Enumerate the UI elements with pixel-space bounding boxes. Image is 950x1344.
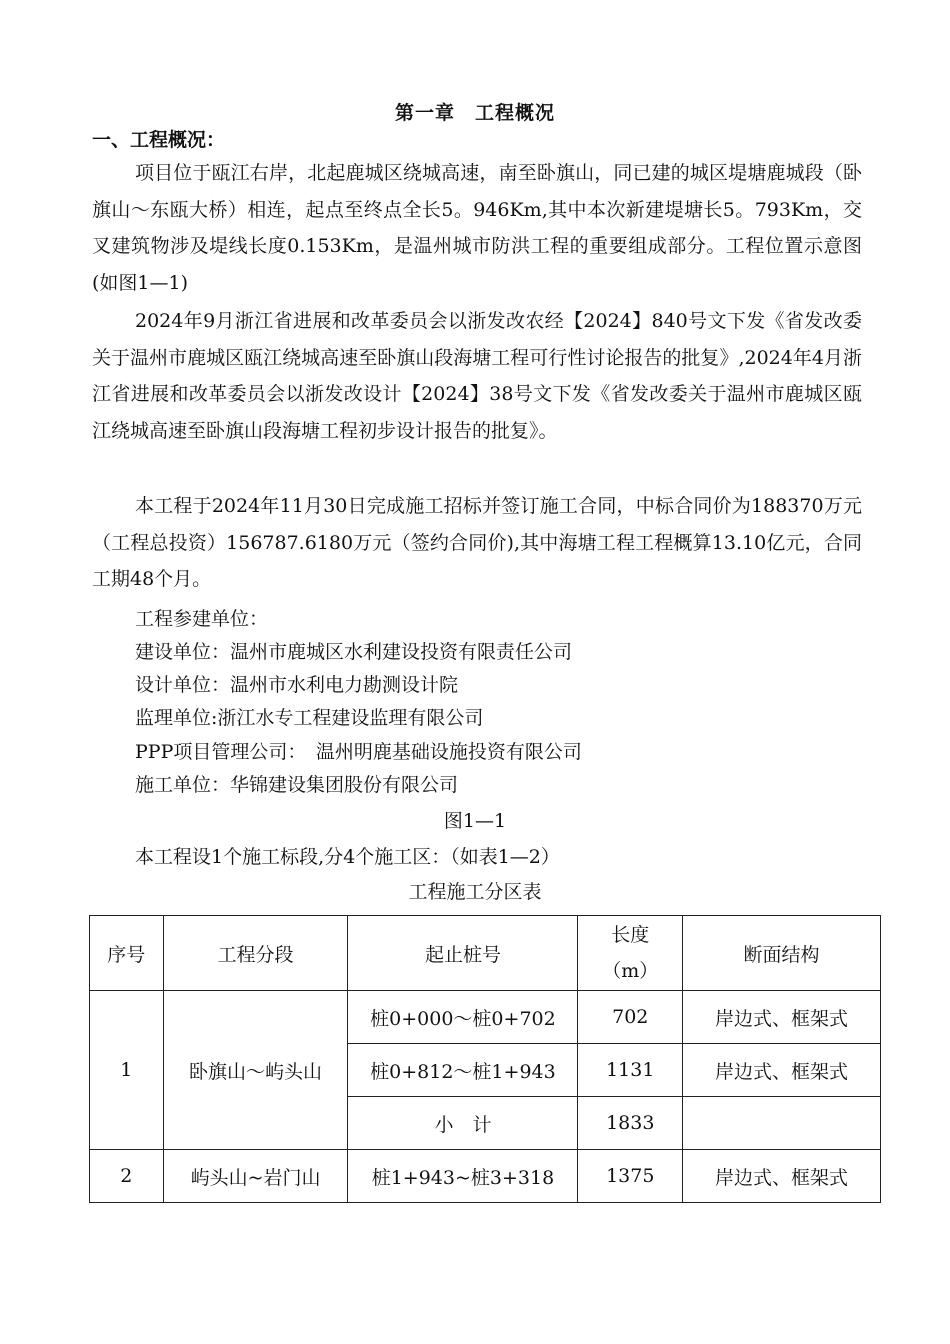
cell-stakes: 桩1+943~桩3+318 [348, 1150, 578, 1203]
cell-subtotal-label: 小 计 [348, 1097, 578, 1150]
cell-length: 1375 [578, 1150, 683, 1203]
cell-length: 702 [578, 991, 683, 1044]
table-title: 工程施工分区表 [408, 881, 542, 903]
cell-structure: 岸边式、框架式 [683, 1150, 881, 1203]
header-length-line1: 长度 [611, 924, 650, 946]
header-length-line2: （m） [602, 960, 659, 982]
header-stakes: 起止桩号 [348, 916, 578, 991]
header-structure: 断面结构 [683, 916, 881, 991]
unit-contractor: 施工单位：华锦建设集团股份有限公司 [135, 774, 459, 796]
figure-caption: 图1—1 [443, 810, 507, 832]
cell-no: 1 [90, 991, 164, 1150]
table-row [90, 1150, 881, 1203]
unit-designer: 设计单位：温州市水利电力勘测设计院 [135, 674, 459, 696]
cell-structure: 岸边式、框架式 [683, 991, 881, 1044]
unit-supervisor: 监理单位:浙江水专工程建设监理有限公司 [135, 707, 484, 729]
cell-length: 1131 [578, 1044, 683, 1097]
cell-subtotal-structure [683, 1097, 881, 1150]
paragraph-project-location: 项目位于瓯江右岸，北起鹿城区绕城高速，南至卧旗山，同已建的城区堤塘鹿城段（卧旗山～东瓯大桥）相连，起点至终点全长5。946Km,其中本次新建堤塘长5。793Km，交叉建筑物涉及堤线长度0.153Km，是温州城市防洪工程的重要组成部分。工程位置示意图(如图1—1) [92, 162, 862, 294]
units-heading: 工程参建单位： [135, 608, 269, 630]
zone-table [89, 915, 881, 1203]
header-segment: 工程分段 [163, 916, 348, 991]
cell-segment: 屿头山~岩门山 [163, 1150, 348, 1203]
header-no: 序号 [90, 916, 164, 991]
unit-construction-owner: 建设单位：温州市鹿城区水利建设投资有限责任公司 [135, 641, 573, 663]
cell-segment: 卧旗山～屿头山 [163, 991, 348, 1150]
cell-no: 2 [90, 1150, 164, 1203]
section-intro: 本工程设1个施工标段,分4个施工区：（如表1—2） [135, 846, 560, 868]
section-heading: 一、工程概况： [92, 129, 226, 151]
cell-structure: 岸边式、框架式 [683, 1044, 881, 1097]
table-row [90, 991, 881, 1044]
table-header-row [90, 916, 881, 991]
paragraph-contract: 本工程于2024年11月30日完成施工招标并签订施工合同，中标合同价为188370万元（工程总投资）156787.6180万元（签约合同价),其中海塘工程工程概算13.10亿元，合同工期48个月。 [92, 495, 862, 590]
unit-ppp-manager: PPP项目管理公司： 温州明鹿基础设施投资有限公司 [135, 741, 582, 763]
paragraph-approvals: 2024年9月浙江省进展和改革委员会以浙发改农经【2024】840号文下发《省发改委关于温州市鹿城区瓯江绕城高速至卧旗山段海塘工程可行性讨论报告的批复》,2024年4月浙江省进展和改革委员会以浙发改设计【2024】38号文下发《省发改委关于温州市鹿城区瓯江绕城高速至卧旗山段海塘工程初步设计报告的批复》。 [92, 310, 862, 442]
cell-stakes: 桩0+812～桩1+943 [348, 1044, 578, 1097]
cell-subtotal-length: 1833 [578, 1097, 683, 1150]
cell-stakes: 桩0+000～桩0+702 [348, 991, 578, 1044]
chapter-title: 第一章 工程概况 [394, 102, 555, 124]
header-length [578, 916, 683, 991]
